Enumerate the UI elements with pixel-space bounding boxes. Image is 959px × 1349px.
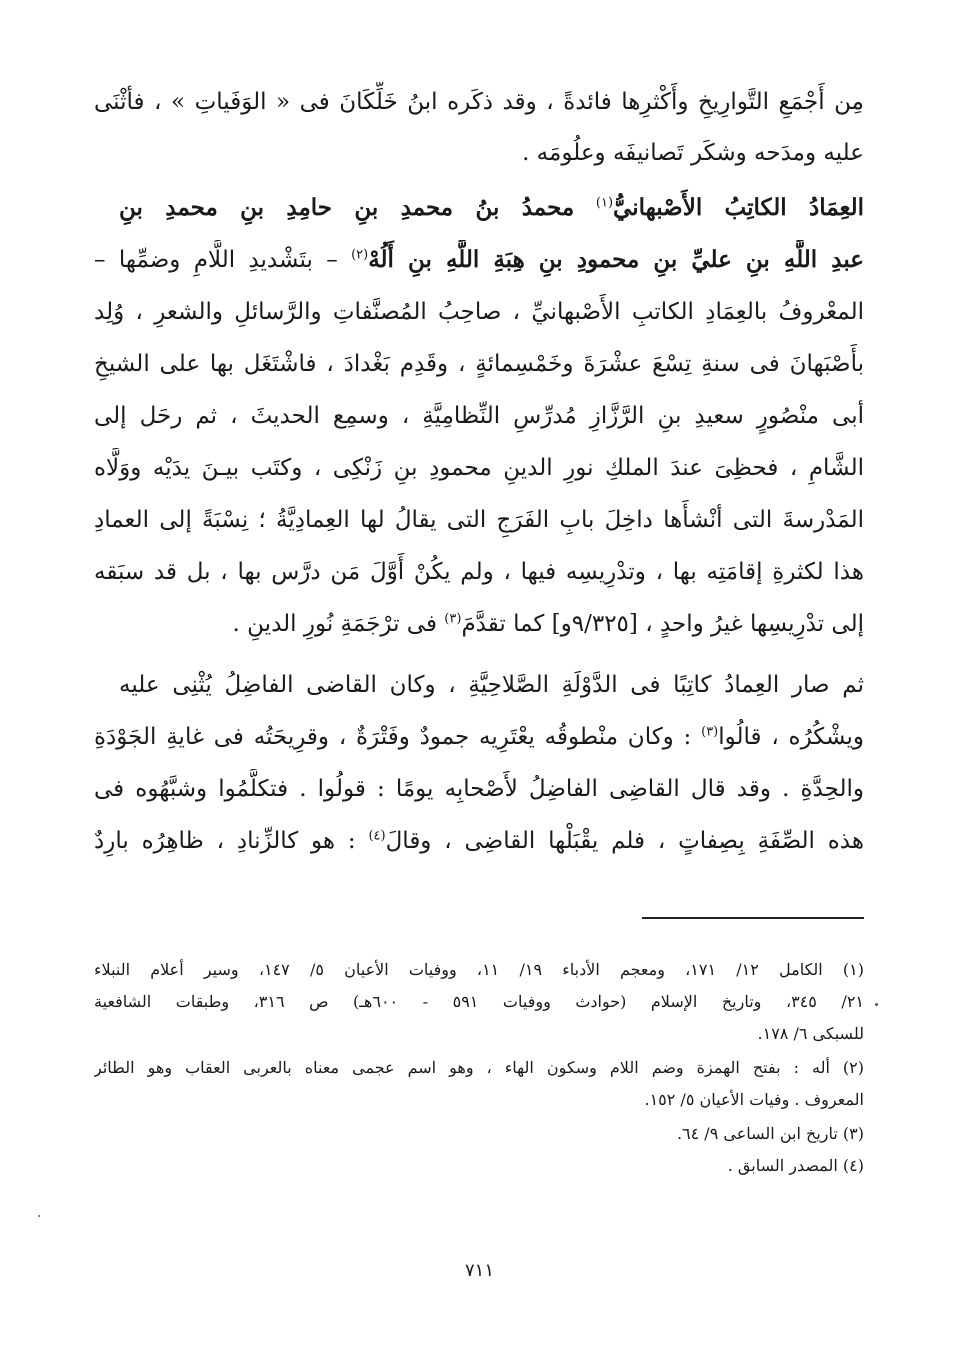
footnote-ref: (٣) (444, 611, 462, 627)
footnote-ref: (١) (595, 195, 614, 211)
body-line: بأَصْبَهانَ فى سنةِ تِسْعَ عشْرَةَ وخَمْسِمائةٍ ، وقَدِم بَغْدادَ ، فاشْتَغَل بها على الشيخِ (94, 351, 864, 377)
footnote-line: (٢) أله : بفتح الهمزة وضم اللام وسكون الهاء ، وهو اسم عجمى معناه بالعربى العقاب وهو الطائر (94, 1058, 864, 1077)
entry-heading-line (119, 188, 864, 228)
body-text: : هو كالزِّنادِ ، ظاهِرُه بارِدٌ (94, 828, 356, 854)
body-line: المَدْرسةَ التى أنْشأَها داخِلَ بابِ الفَرَجِ التى يقالُ لها العِمادِيَّةُ ؛ نِسْبَةً إلى العمادِ (94, 507, 864, 533)
entry-lineage: عبدِ اللَّهِ بنِ عليِّ بنِ محمودِ بنِ هِبَةِ اللَّهِ بنِ أَلُهْ (368, 246, 864, 273)
footnote-ref: (٢) (351, 247, 369, 263)
scan-speck (38, 1215, 40, 1217)
footnote-line: (٣) تاريخ ابن الساعى ٩/ ٦٤. (676, 1124, 864, 1143)
entry-title: العِمَادُ الكاتِبُ الأَصْبهانيُّ (613, 194, 864, 221)
footnote-line: المعروف . وفيات الأعيان ٥/ ١٥٢. (644, 1090, 864, 1109)
body-line: ثم صار العِمادُ كاتِبًا فى الدَّوْلَةِ الصَّلاحِيَّةِ ، وكان القاضى الفاضِلُ يُثْنِى عليه (119, 672, 864, 698)
footnote-separator (642, 917, 864, 919)
entry-heading-line (94, 240, 864, 280)
body-line (94, 821, 864, 861)
body-line: هذا لكثرةِ إقامَتِه بها ، وتدْرِيسِه فيها ، ولم يكُنْ أَوَّلَ مَن درَّس بها ، بل قد سبَقه (94, 559, 864, 585)
footnote-ref: (٣) (701, 724, 719, 740)
footnote-line: (١) الكامل ١٢/ ١٧١، ومعجم الأدباء ١٩/ ١١، ووفيات الأعيان ٥/ ١٤٧، وسير أعلام النبلاء (94, 960, 864, 979)
body-line: المعْروفُ بالعِمَادِ الكاتبِ الأَصْبهانيِّ ، صاحِبُ المُصنَّفاتِ والرَّسائلِ والشعرِ ، وُلِد (94, 299, 864, 325)
page-number: ٧١١ (464, 1260, 494, 1281)
body-text: ويشْكُرُه ، قالُوا (718, 724, 864, 750)
pronunciation-note: – بتَشْديدِ اللَّامِ وضمِّها – (94, 247, 338, 273)
body-line: الشَّامِ ، فحظِىَ عندَ الملكِ نورِ الدينِ محمودِ بنِ زَنْكِى ، وكتَب بيـنَ يدَيْه ووَلَّاه (94, 455, 864, 481)
body-text: إلى تدْرِيسِها غيرُ واحدٍ ، [٩/٣٢٥و] كما تقدَّمَ (461, 611, 864, 637)
entry-lineage: محمدُ بنُ محمدِ بنِ حامِدِ بنِ محمدِ بنِ (119, 194, 575, 221)
footnote-line: (٤) المصدر السابق . (727, 1156, 864, 1175)
body-line: والحِدَّةِ . وقد قال القاضِى الفاضِلُ لأَصْحابِه يومًا : قولُوا . فتكلَّمُوا وشبَّهُوه فى (94, 776, 864, 802)
body-line: أبى منْصُورٍ سعيدِ بنِ الرَّزَّازِ مُدرِّسِ النِّظامِيَّةِ ، وسمِع الحديثَ ، ثم رحَل إلى (94, 403, 864, 429)
footnote-ref: (٤) (368, 828, 386, 844)
body-line (94, 604, 864, 644)
body-line: مِن أَجْمَعِ التَّوارِيخِ وأَكْثرِها فائدةً ، وقد ذكَره ابنُ خَلِّكَانَ فى « الوَفَياتِ » ، فأثْنَى (94, 89, 864, 115)
body-text: هذه الصِّفَةِ بِصِفاتٍ ، فلم يقْبَلْها القاضِى ، وقالَ (385, 828, 864, 854)
scan-speck (875, 1003, 878, 1006)
body-text: : وكان منْطوقُه يعْتَرِيه جمودٌ وفَتْرَةٌ ، وقرِيحَتُه فى غايةِ الجَوْدَةِ (94, 724, 692, 750)
body-text: فى ترْجَمَةِ نُورِ الدينِ . (232, 611, 437, 637)
footnote-line: للسبكى ٦/ ١٧٨. (757, 1024, 864, 1043)
footnote-line: ٢١/ ٣٤٥، وتاريخ الإسلام (حوادث ووفيات ٥٩١ - ٦٠٠هـ) ص ٣١٦، وطبقات الشافعية (94, 992, 864, 1011)
body-line (94, 717, 864, 757)
body-line: عليه ومدَحه وشكَر تَصانيفَه وعلُومَه . (522, 140, 864, 166)
